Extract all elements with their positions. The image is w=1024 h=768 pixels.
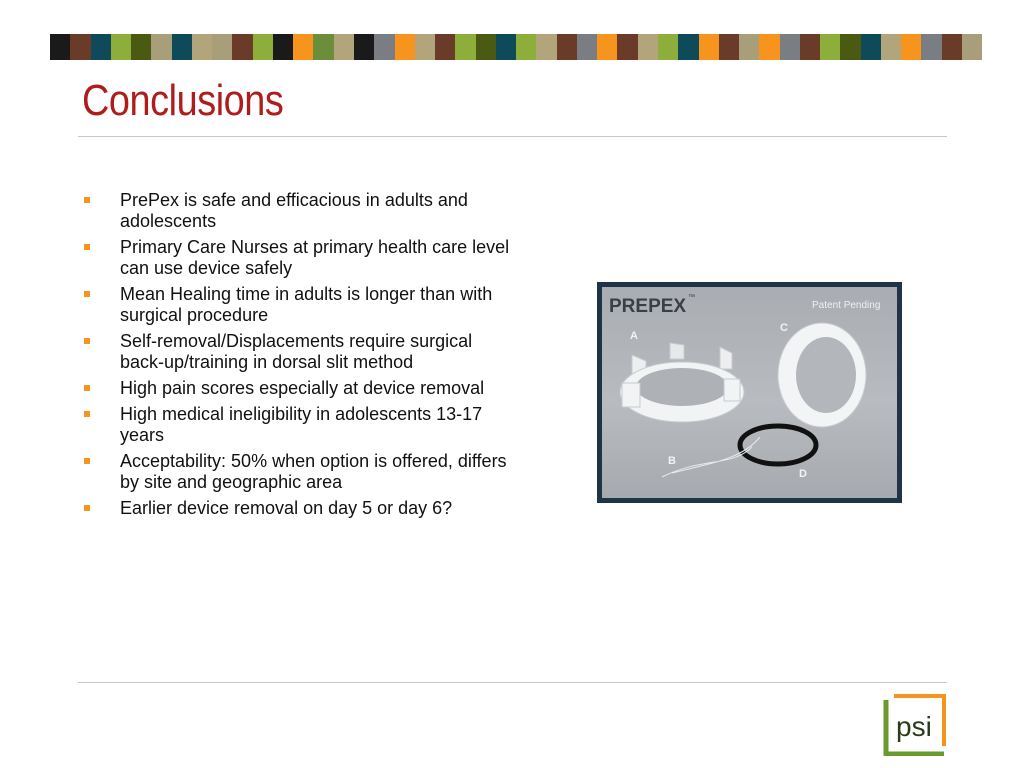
- bullet-text: Earlier device removal on day 5 or day 6?: [120, 498, 453, 518]
- stripe-segment: [861, 34, 881, 60]
- psi-logo-text: psi: [896, 711, 932, 742]
- bullet-item: [82, 498, 512, 519]
- stripe-segment: [293, 34, 313, 60]
- stripe-segment: [192, 34, 212, 60]
- color-stripe-banner: [50, 34, 982, 60]
- stripe-segment: [131, 34, 151, 60]
- stripe-segment: [840, 34, 860, 60]
- stripe-segment: [212, 34, 232, 60]
- photo-trademark: ™: [688, 294, 695, 301]
- stripe-segment: [739, 34, 759, 60]
- stripe-segment: [638, 34, 658, 60]
- stripe-segment: [719, 34, 739, 60]
- bullet-text: Acceptability: 50% when option is offered, differs by site and geographic area: [120, 451, 507, 492]
- stripe-segment: [516, 34, 536, 60]
- stripe-segment: [253, 34, 273, 60]
- stripe-segment: [496, 34, 516, 60]
- bullet-text: PrePex is safe and efficacious in adults and adolescents: [120, 190, 468, 231]
- stripe-segment: [800, 34, 820, 60]
- stripe-segment: [658, 34, 678, 60]
- bullet-text: High medical ineligibility in adolescents 13-17 years: [120, 404, 483, 445]
- label-a: A: [630, 330, 638, 342]
- stripe-segment: [557, 34, 577, 60]
- stripe-segment: [91, 34, 111, 60]
- bullet-text: Mean Healing time in adults is longer than with surgical procedure: [120, 284, 493, 325]
- bullet-item: [82, 451, 512, 493]
- prepex-device-illustration: [602, 287, 897, 498]
- stripe-segment: [70, 34, 90, 60]
- bullet-item: [82, 404, 512, 446]
- ring-c-shape: [778, 323, 866, 427]
- bullet-text: Self-removal/Displacements require surgical back-up/training in dorsal slit method: [120, 331, 473, 372]
- bullet-text: High pain scores especially at device removal: [120, 378, 485, 398]
- stripe-segment: [415, 34, 435, 60]
- stripe-segment: [476, 34, 496, 60]
- photo-patent-text: Patent Pending: [812, 300, 881, 311]
- bullet-marker-icon: [84, 338, 90, 344]
- stripe-segment: [901, 34, 921, 60]
- bullet-marker-icon: [84, 291, 90, 297]
- stripe-segment: [881, 34, 901, 60]
- psi-logo: [882, 694, 948, 756]
- bullet-marker-icon: [84, 411, 90, 417]
- stripe-segment: [820, 34, 840, 60]
- stripe-segment: [354, 34, 374, 60]
- title-divider: [78, 136, 947, 137]
- stripe-segment: [435, 34, 455, 60]
- stripe-segment: [678, 34, 698, 60]
- stripe-segment: [334, 34, 354, 60]
- stripe-segment: [780, 34, 800, 60]
- stripe-segment: [921, 34, 941, 60]
- conclusions-bullet-list: [82, 190, 512, 524]
- stripe-segment: [313, 34, 333, 60]
- bullet-item: [82, 331, 512, 373]
- bullet-item: [82, 190, 512, 232]
- stripe-segment: [273, 34, 293, 60]
- bullet-marker-icon: [84, 505, 90, 511]
- stripe-segment: [597, 34, 617, 60]
- stripe-segment: [172, 34, 192, 60]
- label-b: B: [668, 455, 676, 467]
- bullet-marker-icon: [84, 244, 90, 250]
- bullet-text: Primary Care Nurses at primary health care level can use device safely: [120, 237, 510, 278]
- label-c: C: [780, 322, 788, 334]
- prepex-device-photo: [597, 282, 902, 503]
- stripe-segment: [759, 34, 779, 60]
- stripe-segment: [942, 34, 962, 60]
- bullet-marker-icon: [84, 197, 90, 203]
- bullet-item: [82, 378, 512, 399]
- bullet-item: [82, 284, 512, 326]
- ring-a-shape: [620, 343, 744, 422]
- stripe-segment: [577, 34, 597, 60]
- stripe-segment: [151, 34, 171, 60]
- stripe-segment: [50, 34, 70, 60]
- label-d: D: [799, 468, 807, 480]
- bullet-item: [82, 237, 512, 279]
- stripe-segment: [395, 34, 415, 60]
- stripe-segment: [455, 34, 475, 60]
- slide-title: Conclusions: [82, 76, 284, 125]
- stripe-segment: [617, 34, 637, 60]
- stripe-segment: [232, 34, 252, 60]
- bullet-marker-icon: [84, 458, 90, 464]
- stripe-segment: [536, 34, 556, 60]
- stripe-segment: [111, 34, 131, 60]
- bullet-marker-icon: [84, 385, 90, 391]
- photo-brand-text: PREPEX: [609, 296, 687, 317]
- stripe-segment: [374, 34, 394, 60]
- stripe-segment: [699, 34, 719, 60]
- stripe-segment: [962, 34, 982, 60]
- footer-divider: [78, 682, 947, 683]
